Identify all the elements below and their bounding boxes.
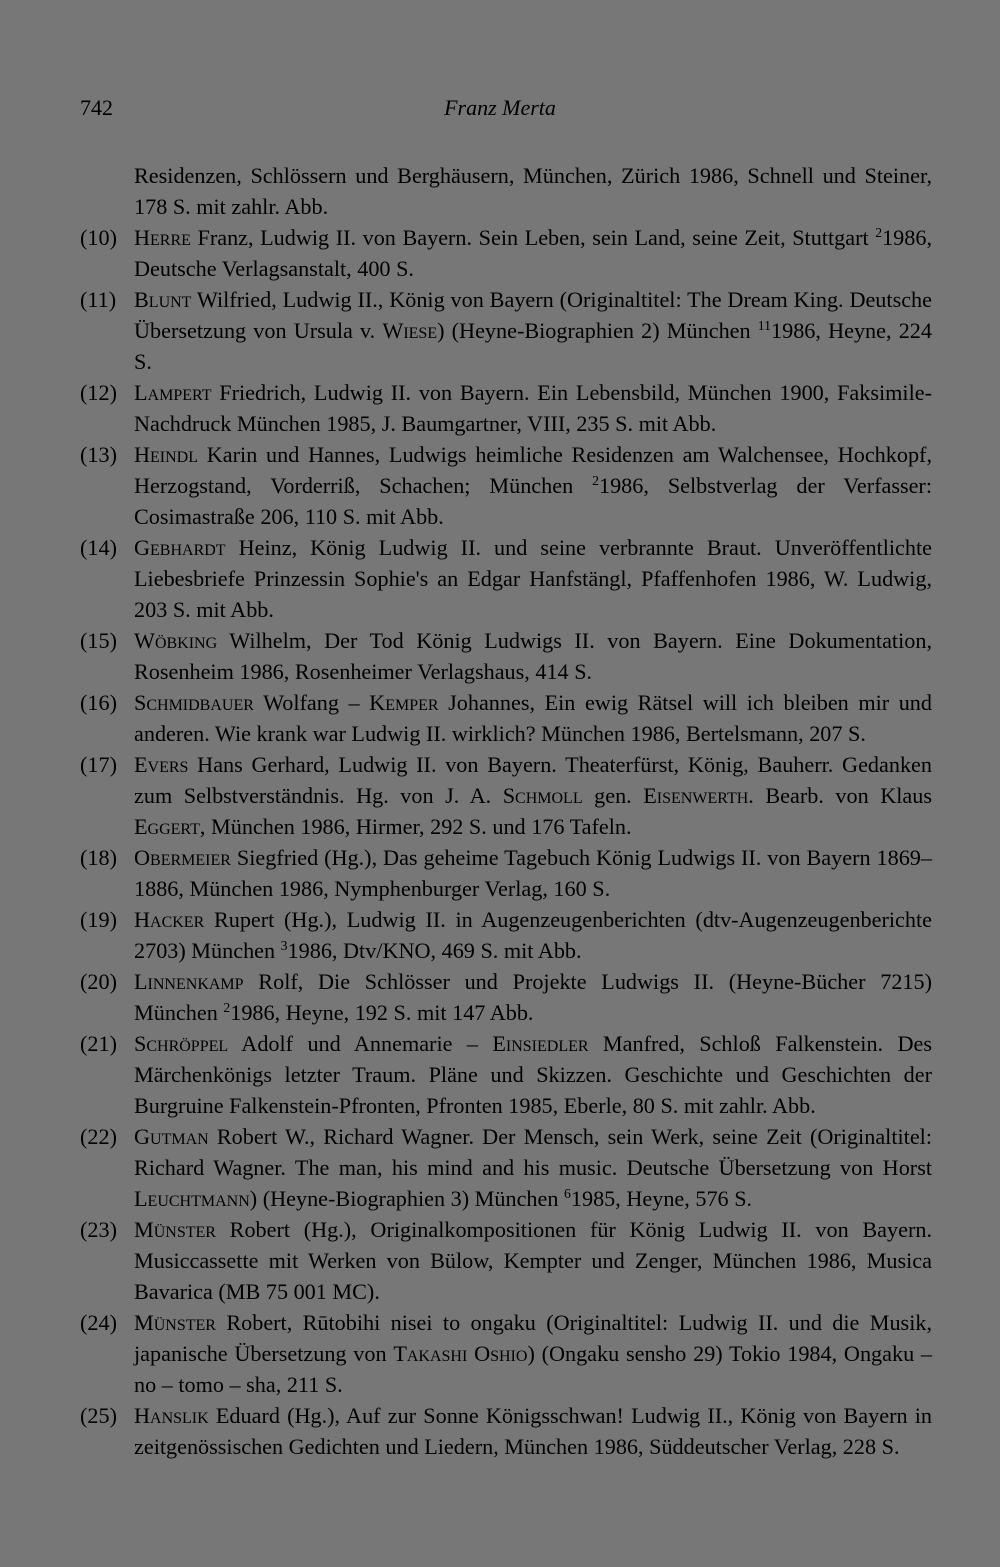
edition-superscript: 6 bbox=[564, 1186, 571, 1202]
author-name: Kemper bbox=[369, 690, 439, 715]
edition-superscript: 2 bbox=[223, 1000, 231, 1016]
edition-superscript: 3 bbox=[280, 938, 288, 954]
author-name: Heindl bbox=[134, 442, 199, 467]
author-name: Münster bbox=[134, 1217, 216, 1242]
author-name: Schmoll bbox=[502, 783, 583, 808]
author-name: Einsiedler bbox=[492, 1031, 589, 1056]
running-head-author: Franz Merta bbox=[444, 95, 556, 120]
author-name: Takashi Oshio bbox=[393, 1341, 528, 1366]
bibliography-entry bbox=[80, 377, 932, 439]
entry-number: (23) bbox=[80, 1217, 117, 1242]
entry-number: (19) bbox=[80, 907, 117, 932]
bibliography-list bbox=[80, 160, 932, 1462]
bibliography-entry bbox=[80, 842, 932, 904]
author-name: Hanslik bbox=[134, 1403, 209, 1428]
author-name: Linnenkamp bbox=[134, 969, 244, 994]
entry-text: Schröppel Adolf und Annemarie – Einsiedler Manfred, Schloß Falkenstein. Des Märchenkönigs letzter Traum. Pläne und Skizzen. Geschichte und Geschichten der Burgruine Falkenstein-Pfronten, Pfronten 1985, Eberle, 80 S. mit zahlr. Abb. bbox=[134, 1031, 932, 1118]
entry-text: Obermeier Siegfried (Hg.), Das geheime Tagebuch König Ludwigs II. von Bayern 1869–1886, München 1986, Nymphenburger Verlag, 160 S. bbox=[134, 845, 932, 901]
entry-text: Gebhardt Heinz, König Ludwig II. und seine verbrannte Braut. Unveröffentlichte Liebesbriefe Prinzessin Sophie's an Edgar Hanfstängl, Pfaffenhofen 1986, W. Ludwig, 203 S. mit Abb. bbox=[134, 535, 932, 622]
author-name: Evers bbox=[134, 752, 189, 777]
entry-number: (25) bbox=[80, 1403, 117, 1428]
bibliography-entry bbox=[80, 1307, 932, 1400]
author-name: Eisenwerth bbox=[643, 783, 749, 808]
author-name: Eggert bbox=[134, 814, 200, 839]
edition-superscript: 2 bbox=[875, 225, 883, 241]
author-name: Wiese bbox=[382, 318, 438, 343]
bibliography-entry bbox=[80, 749, 932, 842]
author-name: Lampert bbox=[134, 380, 212, 405]
entry-text: Blunt Wilfried, Ludwig II., König von Bayern (Originaltitel: The Dream King. Deutsche Übersetzung von Ursula v. Wiese) (Heyne-Biographien 2) München $^{11}$1986, Heyne, 224 S. bbox=[134, 287, 932, 374]
entry-number: (22) bbox=[80, 1124, 117, 1149]
entry-text: Lampert Friedrich, Ludwig II. von Bayern. Ein Lebensbild, München 1900, Faksimile-Nachdruck München 1985, J. Baumgartner, VIII, 235 S. mit Abb. bbox=[134, 380, 932, 436]
bibliography-entry bbox=[80, 532, 932, 625]
author-name: Hacker bbox=[134, 907, 205, 932]
author-name: Schröppel bbox=[134, 1031, 229, 1056]
entry-text: Heindl Karin und Hannes, Ludwigs heimliche Residenzen am Walchensee, Hochkopf, Herzogstand, Vorderriß, Schachen; München $^2$1986, Selbstverlag der Verfasser: Cosimastraße 206, 110 S. mit Abb. bbox=[134, 442, 932, 529]
entry-text: Gutman Robert W., Richard Wagner. Der Mensch, sein Werk, seine Zeit (Originaltitel: Richard Wagner. The man, his mind and his music. Deutsche Übersetzung von Horst Leuchtmann) (Heyne-Biographien 3) München $^6$1985, Heyne, 576 S. bbox=[134, 1124, 932, 1211]
bibliography-entry bbox=[80, 284, 932, 377]
entry-number: (18) bbox=[80, 845, 117, 870]
page-number: 742 bbox=[80, 95, 113, 120]
entry-text: Herre Franz, Ludwig II. von Bayern. Sein Leben, sein Land, seine Zeit, Stuttgart $^2$1986, Deutsche Verlagsanstalt, 400 S. bbox=[134, 225, 932, 281]
author-name: Blunt bbox=[134, 287, 192, 312]
entry-text: Hacker Rupert (Hg.), Ludwig II. in Augenzeugenberichten (dtv-Augenzeugenberichte 2703) München $^3$1986, Dtv/KNO, 469 S. mit Abb. bbox=[134, 907, 932, 963]
entry-number: (17) bbox=[80, 752, 117, 777]
author-name: Gebhardt bbox=[134, 535, 226, 560]
entry-text: Schmidbauer Wolfang – Kemper Johannes, Ein ewig Rätsel will ich bleiben mir und anderen. Wie krank war Ludwig II. wirklich? München 1986, Bertelsmann, 207 S. bbox=[134, 690, 932, 746]
bibliography-continuation bbox=[80, 160, 932, 222]
author-name: Obermeier bbox=[134, 845, 231, 870]
entry-text: Evers Hans Gerhard, Ludwig II. von Bayern. Theaterfürst, König, Bauherr. Gedanken zum Selbstverständnis. Hg. von J. A. Schmoll gen. Eisenwerth. Bearb. von Klaus Eggert, München 1986, Hirmer, 292 S. und 176 Tafeln. bbox=[134, 752, 932, 839]
entry-number: (16) bbox=[80, 690, 117, 715]
entry-number: (10) bbox=[80, 225, 117, 250]
bibliography-entry bbox=[80, 1028, 932, 1121]
author-name: Wöbking bbox=[134, 628, 218, 653]
entry-text: Münster Robert (Hg.), Originalkompositionen für König Ludwig II. von Bayern. Musiccassette mit Werken von Bülow, Kempter und Zenger, München 1986, Musica Bavarica (MB 75 001 MC). bbox=[134, 1217, 932, 1304]
author-name: Herre bbox=[134, 225, 191, 250]
entry-text: Wöbking Wilhelm, Der Tod König Ludwigs II. von Bayern. Eine Dokumentation, Rosenheim 1986, Rosenheimer Verlagshaus, 414 S. bbox=[134, 628, 932, 684]
bibliography-entry bbox=[80, 625, 932, 687]
author-name: Leuchtmann bbox=[134, 1186, 250, 1211]
bibliography-entry bbox=[80, 1400, 932, 1462]
bibliography-entry bbox=[80, 439, 932, 532]
entry-text: Hanslik Eduard (Hg.), Auf zur Sonne Königsschwan! Ludwig II., König von Bayern in zeitgenössischen Gedichten und Liedern, München 1986, Süddeutscher Verlag, 228 S. bbox=[134, 1403, 932, 1459]
author-name: Gutman bbox=[134, 1124, 209, 1149]
author-name: Münster bbox=[134, 1310, 216, 1335]
entry-number: (24) bbox=[80, 1310, 117, 1335]
author-name: Schmidbauer bbox=[134, 690, 254, 715]
entry-number: (15) bbox=[80, 628, 117, 653]
bibliography-entry bbox=[80, 966, 932, 1028]
entry-number: (14) bbox=[80, 535, 117, 560]
entry-number: (12) bbox=[80, 380, 117, 405]
edition-superscript: 2 bbox=[592, 473, 599, 489]
entry-text: Linnenkamp Rolf, Die Schlösser und Projekte Ludwigs II. (Heyne-Bücher 7215) München $^2$1986, Heyne, 192 S. mit 147 Abb. bbox=[134, 969, 932, 1025]
continuation-text: Residenzen, Schlössern und Berghäusern, München, Zürich 1986, Schnell und Steiner, 178 S. mit zahlr. Abb. bbox=[134, 163, 932, 219]
bibliography-entry bbox=[80, 1214, 932, 1307]
edition-superscript: 11 bbox=[757, 318, 772, 334]
entry-number: (21) bbox=[80, 1031, 117, 1056]
bibliography-entry bbox=[80, 904, 932, 966]
bibliography-entry bbox=[80, 222, 932, 284]
entry-number: (20) bbox=[80, 969, 117, 994]
entry-number: (13) bbox=[80, 442, 117, 467]
bibliography-entry bbox=[80, 1121, 932, 1214]
entry-text: Münster Robert, Rūtobihi nisei to ongaku (Originaltitel: Ludwig II. und die Musik, japanische Übersetzung von Takashi Oshio) (Ongaku sensho 29) Tokio 1984, Ongaku – no – tomo – sha, 211 S. bbox=[134, 1310, 933, 1397]
entry-number: (11) bbox=[80, 287, 117, 312]
bibliography-entry bbox=[80, 687, 932, 749]
